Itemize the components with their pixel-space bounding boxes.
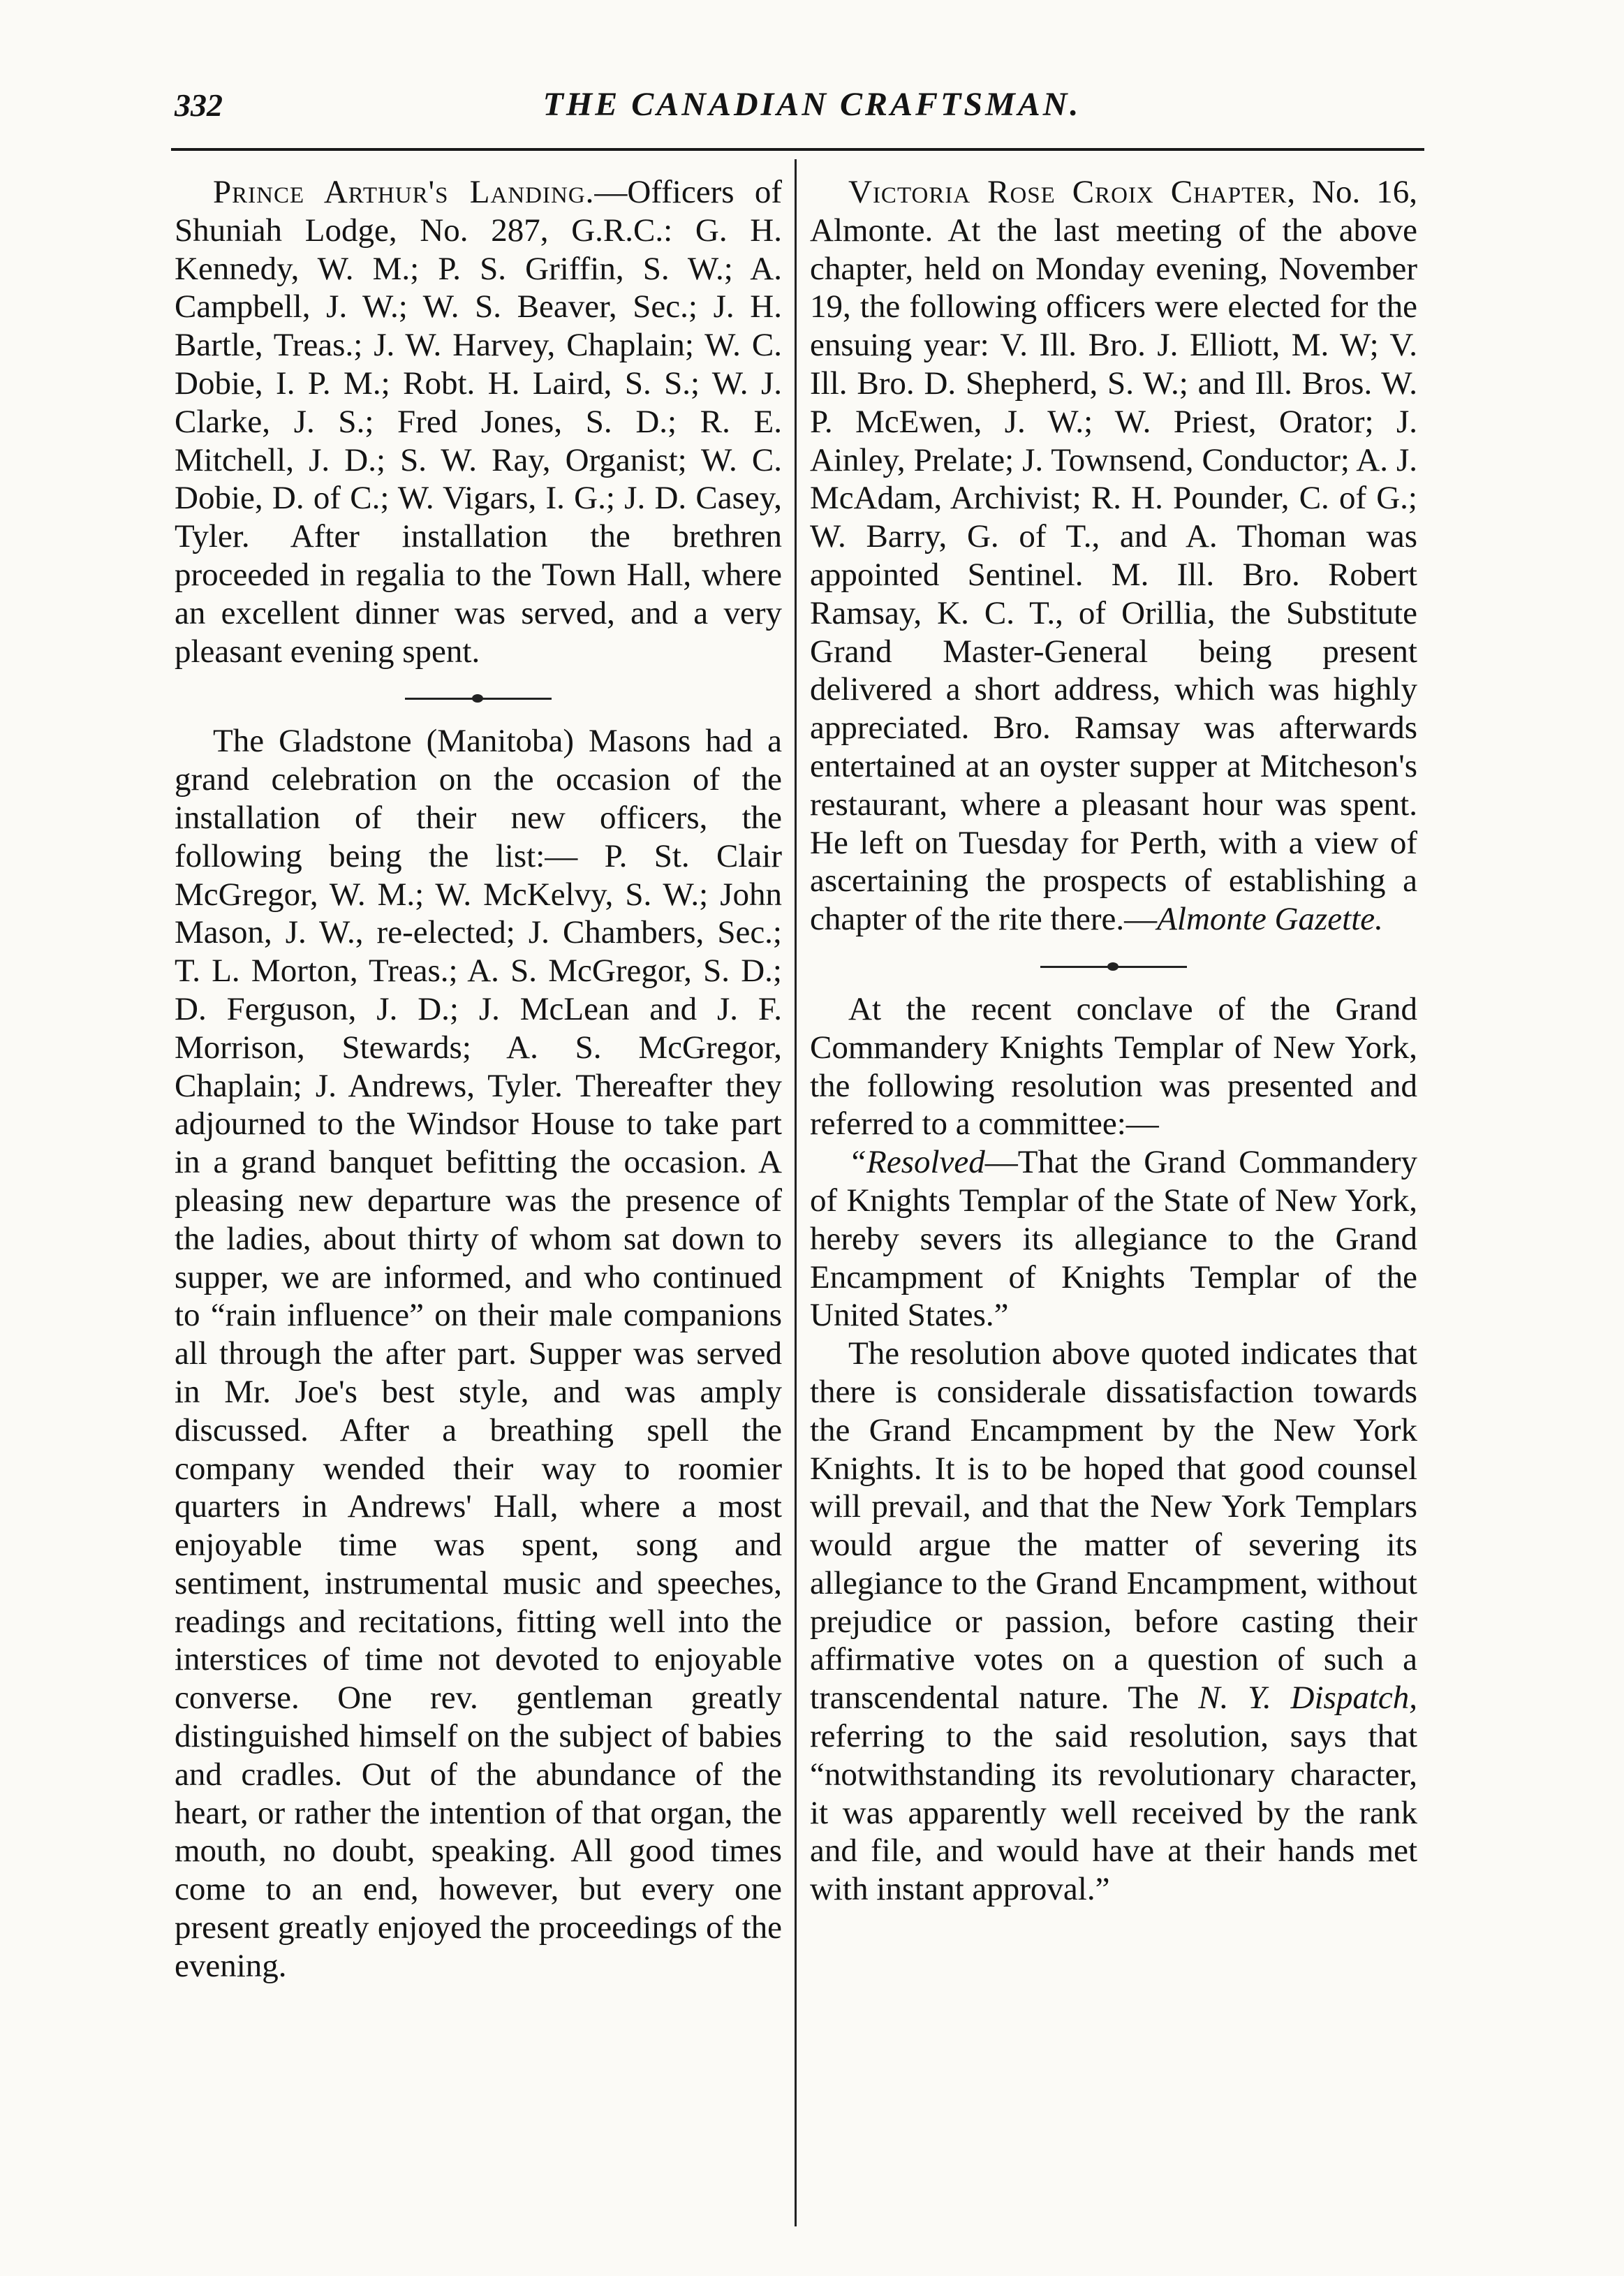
article-heading: Victoria Rose Croix Chapter, <box>848 174 1297 210</box>
article-commentary <box>810 1335 1417 1909</box>
header-rule <box>171 148 1424 151</box>
commentary-part-b: referring to the said resolution, says that “notwithstanding its revolutionary character, it was apparently well received by the rank and file, and would have at their hands met with instant approval.” <box>810 1718 1417 1908</box>
article-gladstone-masons <box>175 722 782 1985</box>
article-intro: At the recent conclave of the Grand Commandery Knights Templar of New York, the following resolution was presented and referred to a committee:— <box>810 990 1417 1143</box>
article-prince-arthurs-landing <box>175 173 782 670</box>
publication-title: THE CANADIAN CRAFTSMAN. <box>542 86 1082 123</box>
resolved-label: “Resolved <box>848 1144 985 1181</box>
column-divider <box>795 159 797 2226</box>
article-grand-commandery <box>810 990 1417 1143</box>
article-body: —Officers of Shuniah Lodge, No. 287, G.R.C.: G. H. Kennedy, W. M.; P. S. Griffin, S. W.; A. Campbell, J. W.; W. S. Beaver, Sec.; J. H. Bartle, Treas.; J. W. Harvey, Chaplain; W. C. Dobie, I. P. M.; Robt. H. Laird, S. S.; W. J. Clarke, J. S.; Fred Jones, S. D.; R. E. Mitchell, J. D.; S. W. Ray, Organist; W. C. Dobie, D. of C.; W. Vigars, I. G.; J. D. Casey, Tyler. After installation the brethren proceeded in regalia to the Town Hall, where an excellent dinner was served, and a very pleasant evening spent. <box>175 174 782 670</box>
section-separator <box>405 683 552 714</box>
article-body: The Gladstone (Manitoba) Masons had a grand celebration on the occasion of the installation of their new officers, the following being the list:— P. St. Clair McGregor, W. M.; W. McKelvy, S. W.; John Mason, J. W., re-elected; J. Chambers, Sec.; T. L. Morton, Treas.; A. S. McGregor, S. D.; D. Ferguson, J. D.; J. McLean and J. F. Morrison, Stewards; A. S. McGregor, Chaplain; J. Andrews, Tyler. Thereafter they adjourned to the Windsor House to take part in a grand banquet befitting the occasion. A pleasing new departure was the presence of the ladies, about thirty of whom sat down to supper, we are informed, and who continued to “rain influence” on their male companions all through the after part. Supper was served in Mr. Joe's best style, and was amply discussed. After a breathing spell the company wended their way to roomier quarters in Andrews' Hall, where a most enjoyable time was spent, song and sentiment, instrumental music and speeches, readings and recitations, fitting well into the interstices of time not devoted to enjoyable converse. One rev. gentleman greatly distinguished himself on the subject of babies and cradles. Out of the abundance of the heart, or rather the intention of that organ, the mouth, no doubt, speaking. All good times come to an end, however, but every one present greatly enjoyed the proceedings of the evening. <box>175 723 782 1984</box>
page-number: 332 <box>175 87 223 123</box>
right-column <box>810 173 1417 1909</box>
section-separator <box>1040 951 1187 982</box>
article-heading: Prince Arthur's Landing. <box>213 174 595 210</box>
article-source: Almonte Gazette. <box>1157 901 1383 938</box>
page-header <box>0 84 1624 140</box>
newspaper-name: N. Y. Dispatch, <box>1198 1680 1417 1717</box>
left-column <box>175 173 782 1985</box>
article-body: No. 16, Almonte. At the last meeting of the above chapter, held on Monday evening, November 19, the following officers were elected for the ensuing year: V. Ill. Bro. J. Elliott, M. W; V. Ill. Bro. D. Shepherd, S. W.; and Ill. Bros. W. P. McEwen, J. W.; W. Priest, Orator; J. Ainley, Prelate; J. Townsend, Conductor; A. J. McAdam, Archivist; R. H. Pounder, C. of G.; W. Barry, G. of T., and A. Thoman was appointed Sentinel. M. Ill. Bro. Robert Ramsay, K. C. T., of Orillia, the Substitute Grand Master-General being present delivered a short address, which was highly appreciated. Bro. Ramsay was afterwards entertained at an oyster supper at Mitcheson's restaurant, where a pleasant hour was spent. He left on Tuesday for Perth, with a view of ascertaining the prospects of establishing a chapter of the rite there.— <box>810 174 1417 938</box>
resolved-body: —That the Grand Commandery of Knights Templar of the State of New York, hereby severs its allegiance to the Grand Encampment of Knights Templar of the United States.” <box>810 1144 1417 1334</box>
commentary-part-a: The resolution above quoted indicates that there is considerale dissatisfaction towards the Grand Encampment by the New York Knights. It is to be hoped that good counsel will prevail, and that the New York Templars would argue the matter of severing its allegiance to the Grand Encampment, without prejudice or passion, before casting their affirmative votes on a question of such a transcendental nature. The <box>810 1335 1417 1717</box>
article-victoria-rose-croix <box>810 173 1417 939</box>
resolution-text <box>810 1143 1417 1335</box>
